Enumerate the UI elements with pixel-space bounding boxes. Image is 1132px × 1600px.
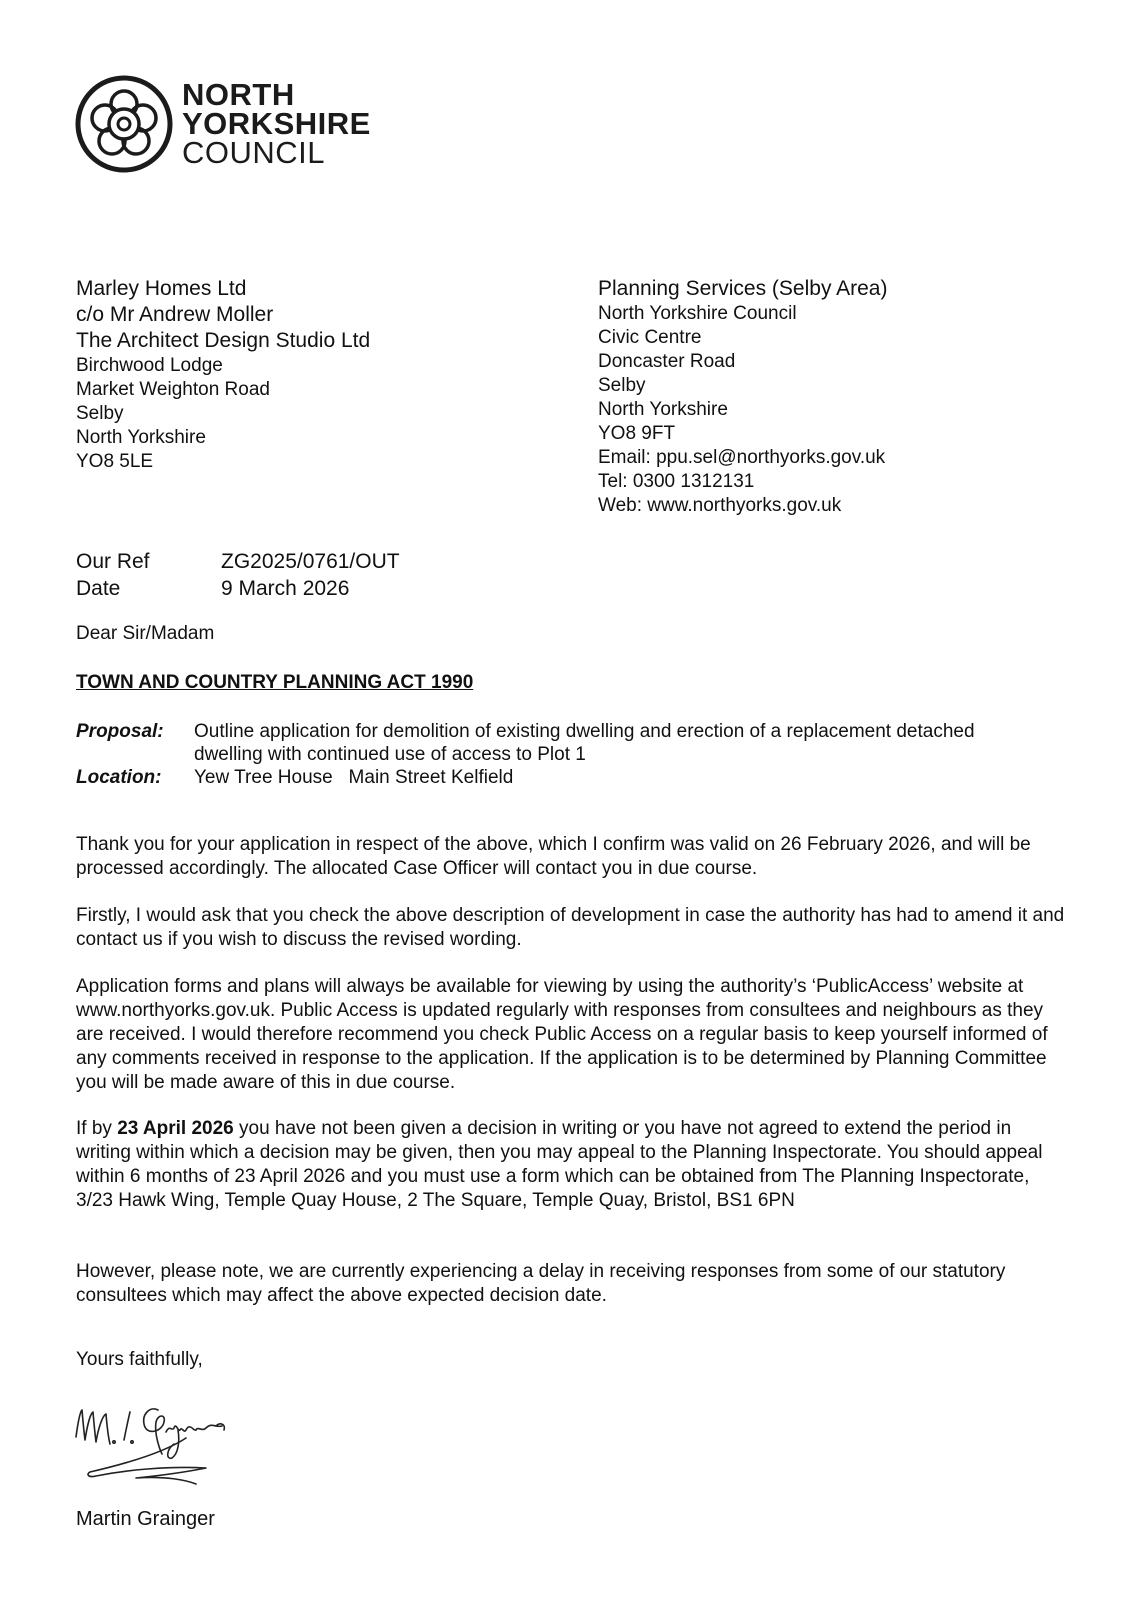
- paragraph-public-access: Application forms and plans will always be available for viewing by using the authority’s ‘PublicAccess’ website at www.northyorks.gov.uk. Public Access is updated regularly with responses from consultees and neighbours as they are received. I would therefore recommend you check Public Access on a regular basis to keep yourself informed of any comments received in response to the application. If the application is to be determined by Planning Committee you will be made aware of this in due course.: [76, 976, 1048, 1093]
- handwritten-signature: [66, 1392, 246, 1502]
- proposal-row: [76, 720, 1076, 766]
- recipient-address: [76, 276, 370, 474]
- sender-line: Civic Centre: [598, 327, 702, 348]
- sender-address: [598, 276, 887, 518]
- appeal-text-rest: you have not been given a decision in writing or you have not agreed to extend the period in writing within which a decision may be given, then you may appeal to the Planning Inspectorate. You should appeal within 6 months of 23 April 2026 and you must use a form which can be obtained from The Planning Inspectorate, 3/23 Hawk Wing, Temple Quay House, 2 The Square, Temple Quay, Bristol, BS1 6PN: [76, 1118, 1043, 1211]
- decision-date: 23 April 2026: [117, 1118, 234, 1139]
- appeal-text-prefix: If by: [76, 1118, 118, 1139]
- date-label: Date: [76, 577, 121, 600]
- our-ref-value: ZG2025/0761/OUT: [221, 550, 400, 573]
- sender-line: Selby: [598, 375, 646, 396]
- act-heading: TOWN AND COUNTRY PLANNING ACT 1990: [76, 672, 474, 693]
- our-ref-label: Our Ref: [76, 550, 150, 573]
- logo-wordmark: [182, 77, 371, 170]
- council-logo: [74, 74, 394, 174]
- yorkshire-rose-icon: [74, 74, 174, 174]
- logo-line-council: COUNCIL: [182, 135, 326, 170]
- recipient-line: Market Weighton Road: [76, 379, 270, 400]
- recipient-line: Selby: [76, 403, 124, 424]
- proposal-value: Outline application for demolition of existing dwelling and erection of a replacement detached dwelling with continued use of access to Plot 1: [194, 721, 975, 765]
- sender-line: North Yorkshire Council: [598, 303, 797, 324]
- sender-website[interactable]: Web: www.northyorks.gov.uk: [598, 495, 842, 516]
- location-row: [76, 766, 1076, 789]
- recipient-line: c/o Mr Andrew Moller: [76, 303, 274, 326]
- our-ref-row: [76, 548, 400, 575]
- reference-block: [76, 548, 400, 602]
- recipient-line: Birchwood Lodge: [76, 355, 223, 376]
- location-value: Yew Tree House Main Street Kelfield: [194, 767, 514, 788]
- recipient-line: North Yorkshire: [76, 427, 206, 448]
- paragraph-validity: Thank you for your application in respect of the above, which I confirm was valid on 26 February 2026, and will be processed accordingly. The allocated Case Officer will contact you in due course.: [76, 834, 1031, 879]
- paragraph-appeal: [76, 1117, 1066, 1213]
- logo-line-north: NORTH: [182, 77, 295, 112]
- date-row: [76, 575, 400, 602]
- location-label: Location:: [76, 767, 162, 788]
- sender-line: Planning Services (Selby Area): [598, 277, 888, 300]
- sender-line: Doncaster Road: [598, 351, 736, 372]
- recipient-line: Marley Homes Ltd: [76, 277, 247, 300]
- signatory-name: Martin Grainger: [76, 1508, 215, 1530]
- proposal-label: Proposal:: [76, 721, 164, 742]
- logo-line-yorkshire: YORKSHIRE: [182, 106, 371, 141]
- proposal-block: [76, 720, 1076, 789]
- signoff: Yours faithfully,: [76, 1349, 203, 1370]
- paragraph-description-check: Firstly, I would ask that you check the above description of development in case the authority has had to amend it and contact us if you wish to discuss the revised wording.: [76, 905, 1065, 950]
- sender-phone[interactable]: Tel: 0300 1312131: [598, 471, 755, 492]
- sender-line: North Yorkshire: [598, 399, 728, 420]
- recipient-line: The Architect Design Studio Ltd: [76, 329, 371, 352]
- paragraph-delay-note: However, please note, we are currently experiencing a delay in receiving responses from some of our statutory consultees which may affect the above expected decision date.: [76, 1261, 1006, 1306]
- recipient-line: YO8 5LE: [76, 451, 154, 472]
- date-value: 9 March 2026: [221, 577, 350, 600]
- sender-line: YO8 9FT: [598, 423, 676, 444]
- salutation: Dear Sir/Madam: [76, 623, 215, 644]
- sender-email[interactable]: Email: ppu.sel@northyorks.gov.uk: [598, 447, 886, 468]
